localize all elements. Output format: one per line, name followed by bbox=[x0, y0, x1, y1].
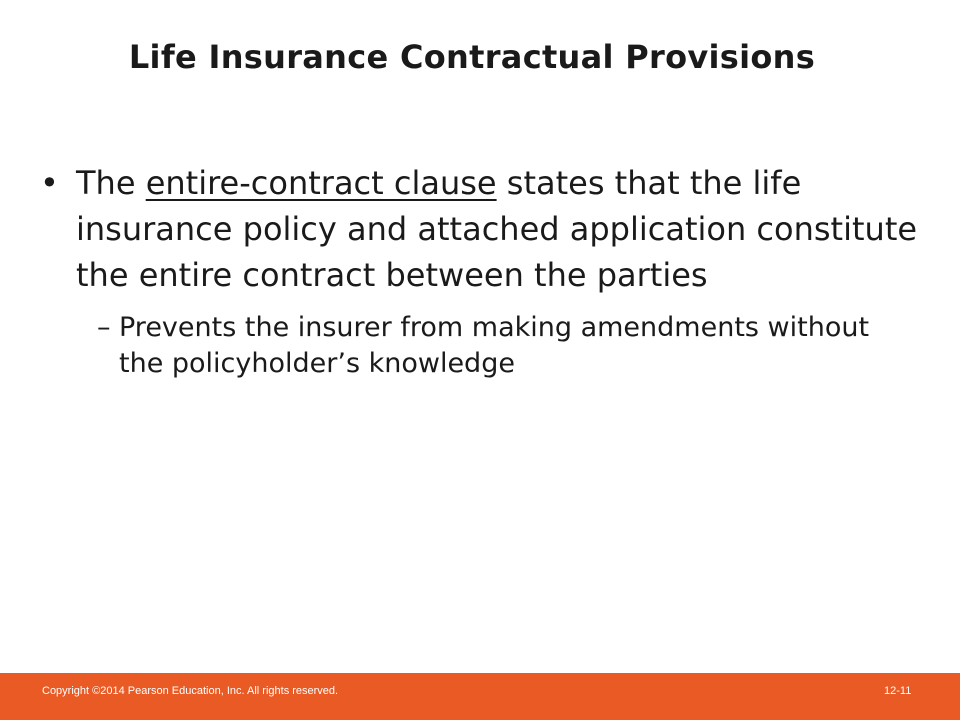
copyright-notice: Copyright ©2014 Pearson Education, Inc. All rights reserved. bbox=[42, 685, 339, 697]
footer-bar bbox=[0, 673, 960, 720]
bullet-rest-text: states that the life insurance policy and attached application constitute the entire contract between the parties bbox=[76, 164, 918, 294]
bullet-item bbox=[40, 160, 920, 298]
slide-number: 12-11 bbox=[884, 685, 912, 697]
entire-contract-clause-term: entire-contract clause bbox=[145, 164, 497, 202]
sub-bullet-marker: – bbox=[97, 312, 111, 343]
slide-content bbox=[40, 160, 920, 382]
sub-bullet-text: Prevents the insurer from making amendments without the policyholder’s knowledge bbox=[119, 312, 870, 379]
bullet-marker: • bbox=[40, 164, 59, 202]
slide-title: Life Insurance Contractual Provisions bbox=[128, 38, 816, 76]
bullet-lead-text: The bbox=[76, 164, 146, 202]
sub-bullet-item bbox=[40, 310, 899, 382]
